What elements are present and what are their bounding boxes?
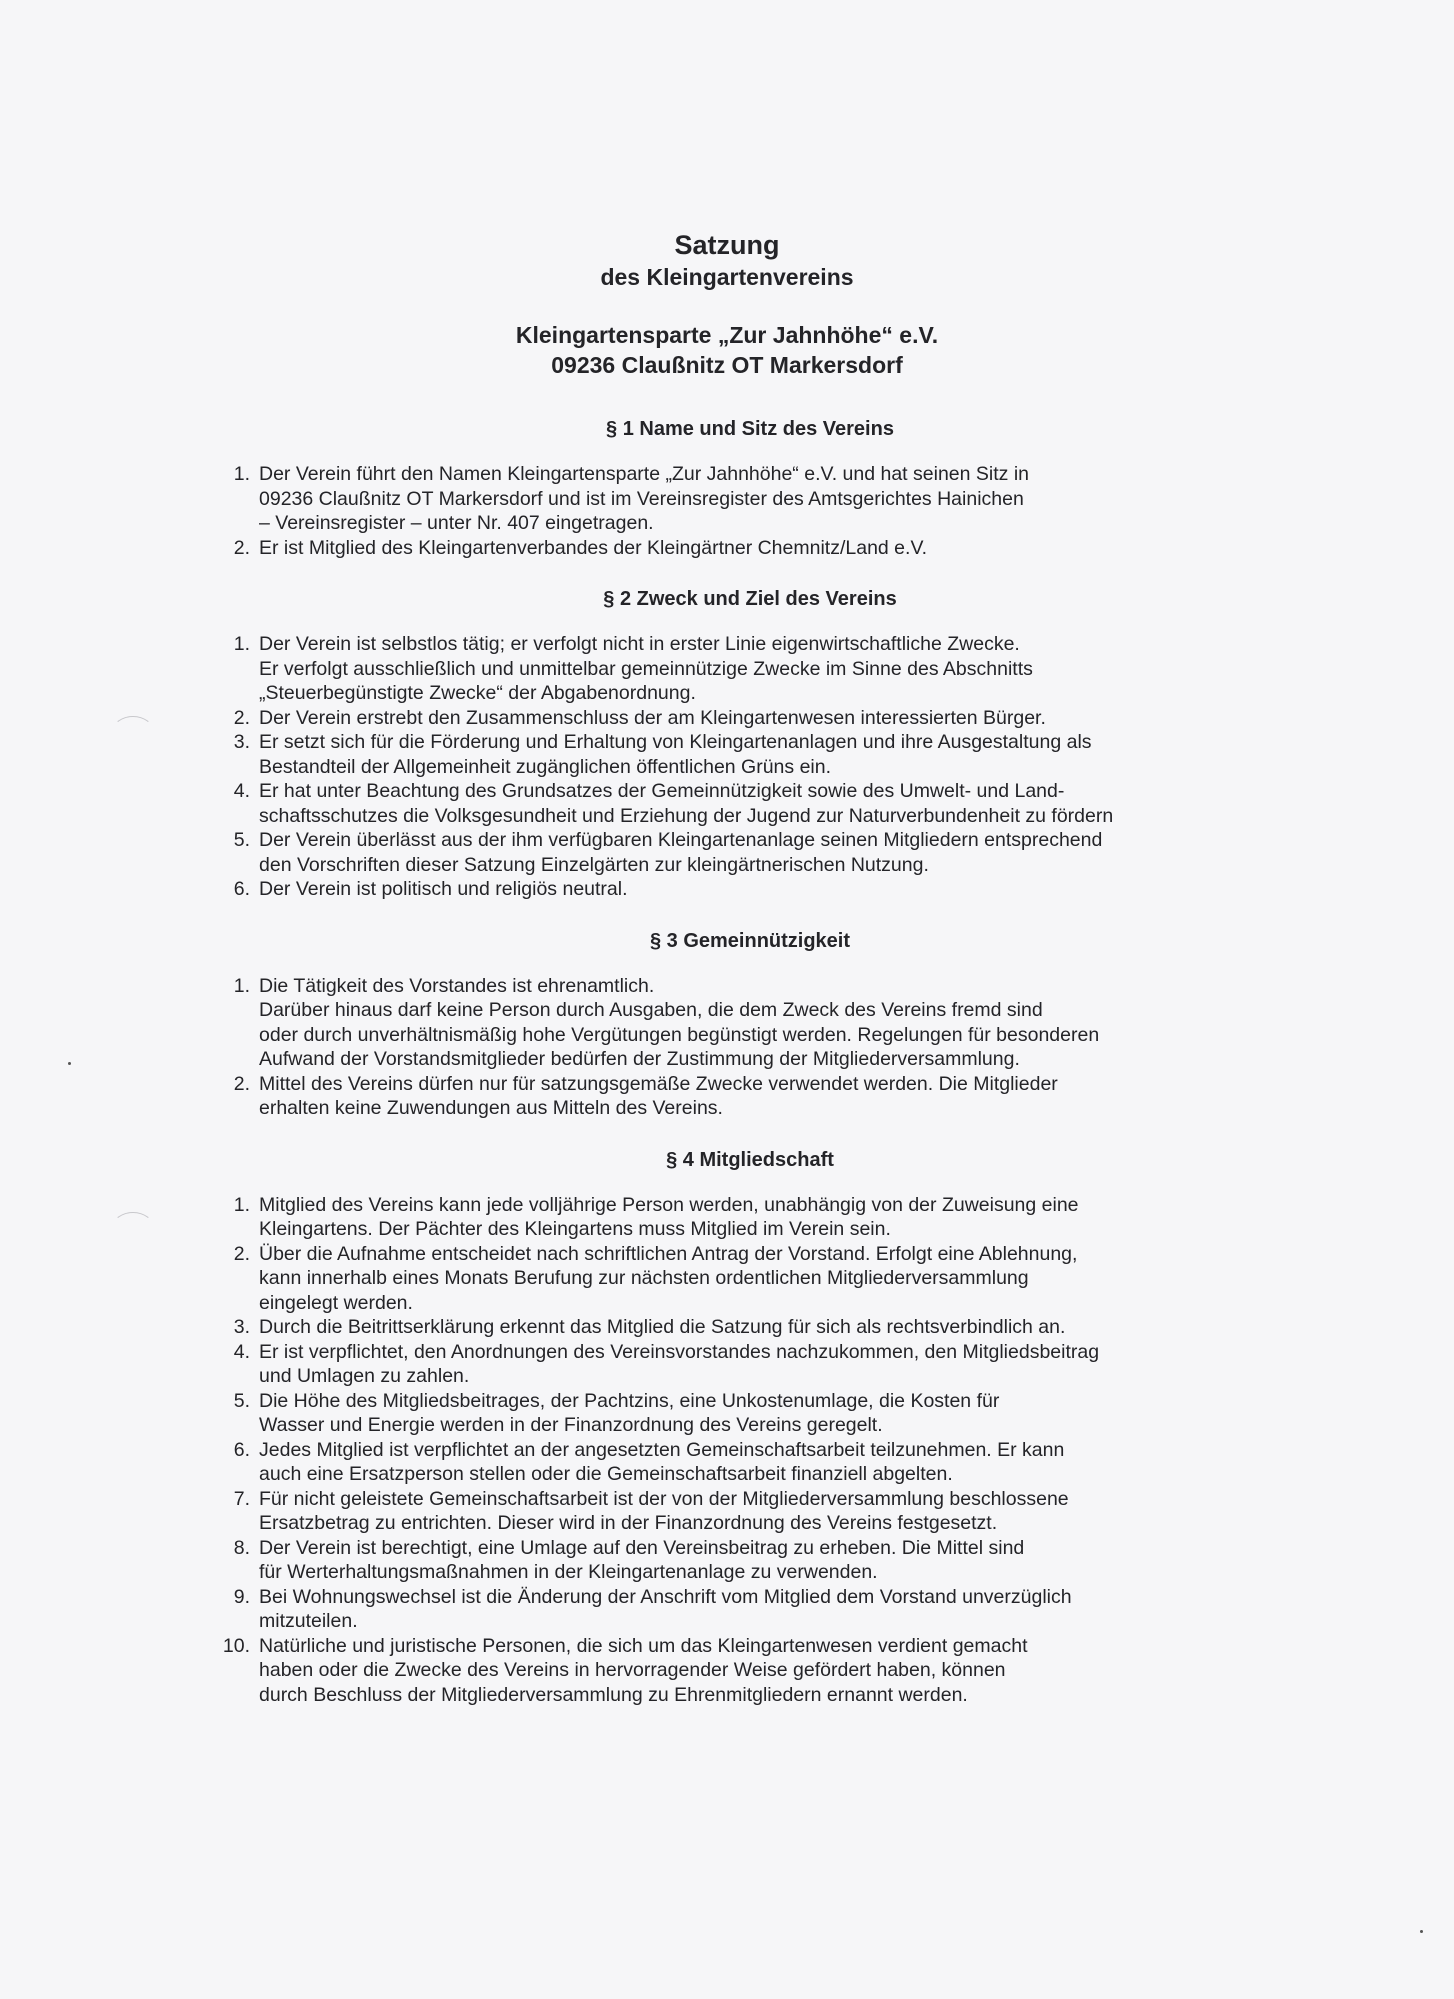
scan-artifact-dot <box>68 1062 71 1065</box>
list-item-number: 7. <box>233 1487 250 1510</box>
list-item <box>210 730 1230 779</box>
list-item-text <box>259 632 1230 706</box>
document-title: Satzung <box>674 230 780 260</box>
list-item-number: 8. <box>233 1536 250 1559</box>
section <box>210 928 1230 1121</box>
list-item-number: 2. <box>233 706 250 729</box>
text-line: Für nicht geleistete Gemeinschaftsarbeit ist der von der Mitgliederversammlung beschlossene <box>259 1487 1069 1510</box>
text-line: erhalten keine Zuwendungen aus Mitteln des Vereins. <box>259 1097 723 1119</box>
list-item <box>210 1536 1230 1585</box>
list-item-text <box>259 706 1230 731</box>
list-item-number: 4. <box>233 780 250 802</box>
text-line: Der Verein ist politisch und religiös neutral. <box>259 878 628 900</box>
list-item <box>210 1193 1230 1242</box>
document-header <box>0 228 1454 380</box>
list-item <box>210 1585 1230 1634</box>
text-line: Bei Wohnungswechsel ist die Änderung der Anschrift vom Mitglied dem Vorstand unverzüglich <box>259 1585 1072 1608</box>
document-body <box>210 416 1230 1733</box>
text-line: haben oder die Zwecke des Vereins in hervorragender Weise gefördert haben, können <box>259 1659 1006 1681</box>
text-line: Die Tätigkeit des Vorstandes ist ehrenamtlich. <box>259 974 655 997</box>
text-line: 09236 Claußnitz OT Markersdorf und ist im Vereinsregister des Amtsgerichtes Hainichen <box>259 487 1024 510</box>
text-line: Der Verein erstrebt den Zusammenschluss der am Kleingartenwesen interessierten Bürger. <box>259 706 1046 729</box>
list-item <box>210 1438 1230 1487</box>
list-item-text <box>259 1072 1230 1121</box>
text-line: Bestandteil der Allgemeinheit zugänglichen öffentlichen Grüns ein. <box>259 755 832 778</box>
list-item-text <box>259 828 1230 877</box>
list-item-number: 9. <box>233 1585 250 1608</box>
text-line: Kleingartens. Der Pächter des Kleingartens muss Mitglied im Verein sein. <box>259 1218 891 1240</box>
list-item-text <box>259 1193 1230 1242</box>
text-line: – Vereinsregister – unter Nr. 407 eingetragen. <box>259 512 654 534</box>
text-line: Der Verein überlässt aus der ihm verfügbaren Kleingartenanlage seinen Mitgliedern entsprechend <box>259 829 1103 851</box>
list-item-number: 1. <box>233 974 250 997</box>
text-line: schaftsschutzes die Volksgesundheit und Erziehung der Jugend zur Naturverbundenheit zu fördern <box>259 804 1114 827</box>
section <box>210 416 1230 560</box>
list-item-number: 2. <box>233 1242 250 1265</box>
section-heading: § 1 Name und Sitz des Vereins <box>606 418 894 440</box>
text-line: Natürliche und juristische Personen, die sich um das Kleingartenwesen verdient gemacht <box>259 1634 1028 1657</box>
list-item-text <box>259 462 1230 536</box>
list-item <box>210 974 1230 1072</box>
text-line: auch eine Ersatzperson stellen oder die Gemeinschaftsarbeit finanziell abgelten. <box>259 1463 953 1485</box>
scan-artifact-arc <box>112 1212 154 1244</box>
list-item-text <box>259 1242 1230 1316</box>
list-item-text <box>259 730 1230 779</box>
section-heading: § 4 Mitgliedschaft <box>666 1148 834 1171</box>
list-item <box>210 1487 1230 1536</box>
section <box>210 1147 1230 1708</box>
scan-artifact-dot <box>1420 1930 1423 1933</box>
list-item <box>210 1072 1230 1121</box>
text-line: Mitglied des Vereins kann jede volljährige Person werden, unabhängig von der Zuweisung eine <box>259 1193 1079 1216</box>
list-item-number: 1. <box>233 1193 250 1216</box>
text-line: Er ist Mitglied des Kleingartenverbandes der Kleingärtner Chemnitz/Land e.V. <box>259 536 928 559</box>
list-item-number: 2. <box>233 1072 250 1095</box>
list-item <box>210 536 1230 561</box>
list-item <box>210 877 1230 902</box>
section-heading: § 3 Gemeinnützigkeit <box>649 929 851 952</box>
text-line: Der Verein ist berechtigt, eine Umlage auf den Vereinsbeitrag zu erheben. Die Mittel sind <box>259 1536 1025 1559</box>
text-line: Mittel des Vereins dürfen nur für satzungsgemäße Zwecke verwendet werden. Die Mitglieder <box>259 1072 1058 1095</box>
list-item-text <box>259 974 1230 1072</box>
text-line: Er ist verpflichtet, den Anordnungen des Vereinsvorstandes nachzukommen, den Mitgliedsbeitrag <box>259 1340 1100 1363</box>
club-name: Kleingartensparte „Zur Jahnhöhe“ e.V. <box>515 322 939 348</box>
list-item <box>210 1315 1230 1340</box>
list-item <box>210 706 1230 731</box>
document-subtitle: des Kleingartenvereins <box>600 264 854 290</box>
text-line: kann innerhalb eines Monats Berufung zur nächsten ordentlichen Mitgliederversammlung <box>259 1267 1029 1289</box>
list-item-text <box>259 1389 1230 1438</box>
text-line: Aufwand der Vorstandsmitglieder bedürfen der Zustimmung der Mitgliederversammlung. <box>259 1048 1020 1070</box>
list-item <box>210 779 1230 828</box>
text-line: Der Verein ist selbstlos tätig; er verfolgt nicht in erster Linie eigenwirtschaftliche Zwecke. <box>259 633 1020 655</box>
section <box>210 586 1230 902</box>
text-line: Über die Aufnahme entscheidet nach schriftlichen Antrag der Vorstand. Erfolgt eine Ablehnung, <box>259 1242 1078 1265</box>
list-item-number: 6. <box>233 1438 250 1461</box>
scan-artifact-arc <box>112 716 154 748</box>
list-item <box>210 828 1230 877</box>
list-item-text <box>259 536 1230 561</box>
text-line: Er setzt sich für die Förderung und Erhaltung von Kleingartenanlagen und ihre Ausgestaltung als <box>259 731 1092 753</box>
list-item <box>210 1634 1230 1708</box>
list-item-text <box>259 1634 1230 1708</box>
list-item-text <box>259 1315 1230 1340</box>
list-item-number: 2. <box>233 536 250 559</box>
list-item <box>210 462 1230 536</box>
club-address: 09236 Claußnitz OT Markersdorf <box>551 352 903 378</box>
list-item-number: 4. <box>233 1340 250 1363</box>
text-line: Wasser und Energie werden in der Finanzordnung des Vereins geregelt. <box>259 1414 883 1436</box>
list-item <box>210 1242 1230 1316</box>
list-item-number: 1. <box>233 463 250 485</box>
list-item <box>210 1389 1230 1438</box>
text-line: Jedes Mitglied ist verpflichtet an der angesetzten Gemeinschaftsarbeit teilzunehmen. Er kann <box>259 1438 1065 1461</box>
section-heading: § 2 Zweck und Ziel des Vereins <box>603 588 897 610</box>
text-line: Der Verein führt den Namen Kleingartensparte „Zur Jahnhöhe“ e.V. und hat seinen Sitz in <box>259 463 1029 485</box>
text-line: oder durch unverhältnismäßig hohe Vergütungen begünstigt werden. Regelungen für besonderen <box>259 1023 1100 1046</box>
list-item-number: 3. <box>233 731 250 753</box>
list-item-number: 10. <box>222 1634 250 1657</box>
text-line: den Vorschriften dieser Satzung Einzelgärten zur kleingärtnerischen Nutzung. <box>259 853 929 876</box>
list-item-text <box>259 1536 1230 1585</box>
text-line: Die Höhe des Mitgliedsbeitrages, der Pachtzins, eine Unkostenumlage, die Kosten für <box>259 1389 1000 1412</box>
list-item-number: 5. <box>233 1389 250 1412</box>
list-item-text <box>259 1585 1230 1634</box>
text-line: eingelegt werden. <box>259 1291 413 1314</box>
list-item <box>210 632 1230 706</box>
list-item-text <box>259 877 1230 902</box>
text-line: und Umlagen zu zahlen. <box>259 1365 470 1387</box>
list-item-text <box>259 1340 1230 1389</box>
text-line: Er hat unter Beachtung des Grundsatzes der Gemeinnützigkeit sowie des Umwelt- und Land- <box>259 780 1065 802</box>
text-line: Darüber hinaus darf keine Person durch Ausgaben, die dem Zweck des Vereins fremd sind <box>259 999 1043 1021</box>
text-line: durch Beschluss der Mitgliederversammlung zu Ehrenmitgliedern ernannt werden. <box>259 1683 968 1706</box>
text-line: für Werterhaltungsmaßnahmen in der Kleingartenanlage zu verwenden. <box>259 1561 878 1583</box>
list-item-number: 6. <box>233 878 250 900</box>
text-line: Ersatzbetrag zu entrichten. Dieser wird in der Finanzordnung des Vereins festgesetzt. <box>259 1512 998 1534</box>
list-item <box>210 1340 1230 1389</box>
text-line: Er verfolgt ausschließlich und unmittelbar gemeinnützige Zwecke im Sinne des Abschnitts <box>259 657 1033 680</box>
text-line: Durch die Beitrittserklärung erkennt das Mitglied die Satzung für sich als rechtsverbindlich an. <box>259 1316 1066 1338</box>
list-item-text <box>259 779 1230 828</box>
list-item-number: 3. <box>233 1316 250 1338</box>
list-item-number: 5. <box>233 829 250 851</box>
text-line: „Steuerbegünstigte Zwecke“ der Abgabenordnung. <box>259 682 696 704</box>
text-line: mitzuteilen. <box>259 1610 358 1632</box>
list-item-text <box>259 1438 1230 1487</box>
list-item-text <box>259 1487 1230 1536</box>
list-item-number: 1. <box>233 633 250 655</box>
